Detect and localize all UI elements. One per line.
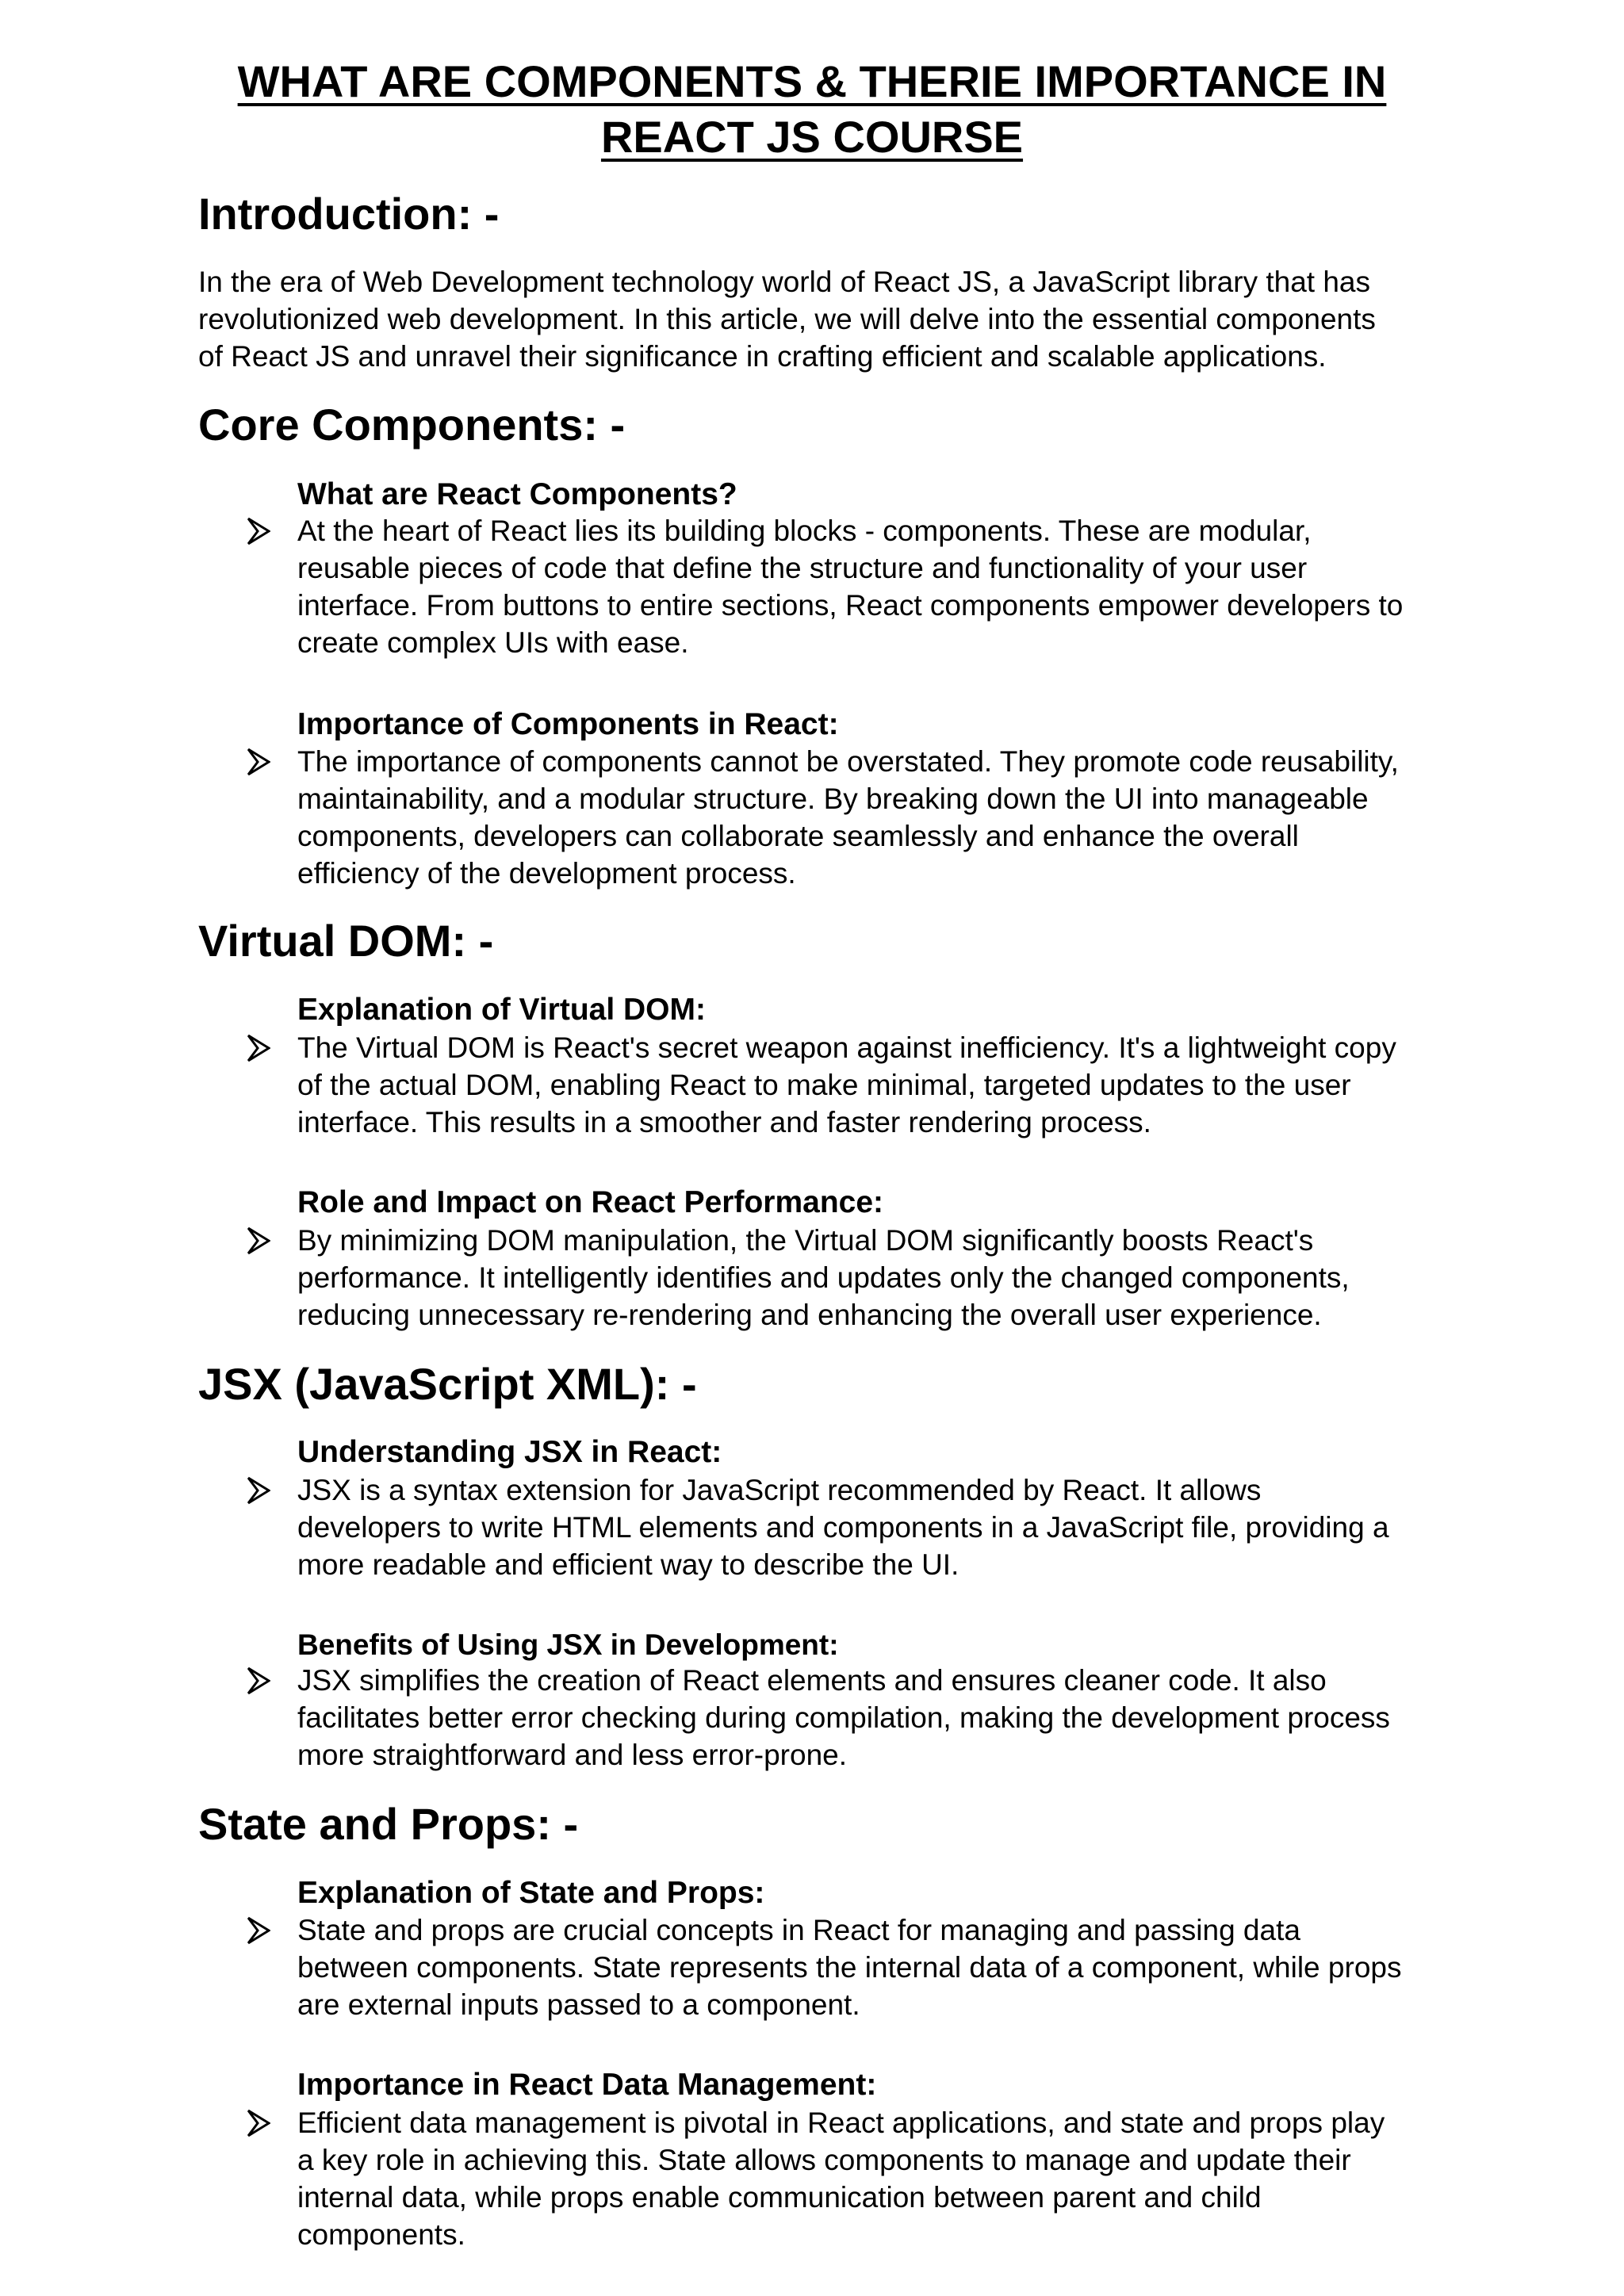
- section-heading-jsx: JSX (JavaScript XML): -: [198, 1359, 697, 1409]
- bullet-text-line: facilitates better error checking during compilation, making the development process: [297, 1701, 1390, 1734]
- bullet-text-line: performance. It intelligently identifies and updates only the changed components,: [297, 1261, 1350, 1294]
- bullet-text-line: The importance of components cannot be overstated. They promote code reusability,: [297, 745, 1399, 778]
- bullet-text-line: more readable and efficient way to describe the UI.: [297, 1548, 959, 1581]
- intro-heading: Introduction: -: [198, 189, 500, 239]
- bullet-text-line: efficiency of the development process.: [297, 857, 796, 890]
- subheading-importance-data-management: Importance in React Data Management:: [297, 2068, 877, 2102]
- subheading-understanding-jsx: Understanding JSX in React:: [297, 1435, 722, 1469]
- section-heading-virtual-dom: Virtual DOM: -: [198, 916, 494, 966]
- subheading-importance-of-components: Importance of Components in React:: [297, 707, 839, 741]
- bullet-text-line: create complex UIs with ease.: [297, 626, 689, 659]
- bullet-text-line: reducing unnecessary re-rendering and enhancing the overall user experience.: [297, 1299, 1322, 1331]
- intro-line: In the era of Web Development technology world of React JS, a JavaScript library that has: [198, 266, 1371, 298]
- arrow-bullet-icon: [247, 1476, 270, 1505]
- bullet-text-line: between components. State represents the internal data of a component, while props: [297, 1951, 1402, 1984]
- bullet-text-line: reusable pieces of code that define the structure and functionality of your user: [297, 552, 1308, 584]
- bullet-text-line: JSX simplifies the creation of React elements and ensures cleaner code. It also: [297, 1664, 1327, 1697]
- arrow-bullet-icon: [247, 1916, 270, 1945]
- intro-line: revolutionized web development. In this article, we will delve into the essential components: [198, 303, 1376, 335]
- bullet-text-line: By minimizing DOM manipulation, the Virtual DOM significantly boosts React's: [297, 1224, 1314, 1257]
- arrow-bullet-icon: [247, 2109, 270, 2137]
- bullet-text-line: interface. This results in a smoother and faster rendering process.: [297, 1106, 1151, 1138]
- bullet-text-line: State and props are crucial concepts in React for managing and passing data: [297, 1914, 1300, 1946]
- bullet-text-line: JSX is a syntax extension for JavaScript recommended by React. It allows: [297, 1474, 1262, 1506]
- bullet-text-line: developers to write HTML elements and components in a JavaScript file, providing a: [297, 1511, 1389, 1544]
- subheading-benefits-jsx: Benefits of Using JSX in Development:: [297, 1628, 839, 1661]
- bullet-text-line: of the actual DOM, enabling React to make minimal, targeted updates to the user: [297, 1069, 1351, 1101]
- subheading-what-are-react-components: What are React Components?: [297, 477, 737, 511]
- bullet-text-line: components.: [297, 2218, 465, 2251]
- bullet-text-line: Efficient data management is pivotal in React applications, and state and props play: [297, 2107, 1385, 2139]
- bullet-text-line: are external inputs passed to a component.: [297, 1988, 860, 2021]
- arrow-bullet-icon: [247, 1226, 270, 1255]
- document-title-line-2: REACT JS COURSE: [600, 112, 1024, 162]
- arrow-bullet-icon: [247, 748, 270, 776]
- section-heading-state-props: State and Props: -: [198, 1799, 579, 1849]
- bullet-text-line: internal data, while props enable communication between parent and child: [297, 2181, 1262, 2214]
- subheading-role-impact-performance: Role and Impact on React Performance:: [297, 1185, 884, 1219]
- bullet-text-line: interface. From buttons to entire sections, React components empower developers to: [297, 589, 1404, 622]
- bullet-text-line: At the heart of React lies its building blocks - components. These are modular,: [297, 515, 1312, 547]
- arrow-bullet-icon: [247, 1034, 270, 1062]
- arrow-bullet-icon: [247, 517, 270, 545]
- bullet-text-line: a key role in achieving this. State allows components to manage and update their: [297, 2144, 1351, 2176]
- document-title-line-1: WHAT ARE COMPONENTS & THERIE IMPORTANCE IN: [237, 56, 1387, 106]
- bullet-text-line: maintainability, and a modular structure. By breaking down the UI into manageable: [297, 783, 1369, 815]
- subheading-explanation-state-props: Explanation of State and Props:: [297, 1876, 765, 1910]
- bullet-text-line: more straightforward and less error-prone.: [297, 1739, 848, 1771]
- arrow-bullet-icon: [247, 1667, 270, 1695]
- bullet-text-line: The Virtual DOM is React's secret weapon against inefficiency. It's a lightweight copy: [297, 1031, 1396, 1064]
- intro-line: of React JS and unravel their significance in crafting efficient and scalable applications.: [198, 340, 1327, 373]
- bullet-text-line: components, developers can collaborate seamlessly and enhance the overall: [297, 820, 1299, 852]
- subheading-explanation-virtual-dom: Explanation of Virtual DOM:: [297, 993, 706, 1027]
- section-heading-core-components: Core Components: -: [198, 400, 626, 450]
